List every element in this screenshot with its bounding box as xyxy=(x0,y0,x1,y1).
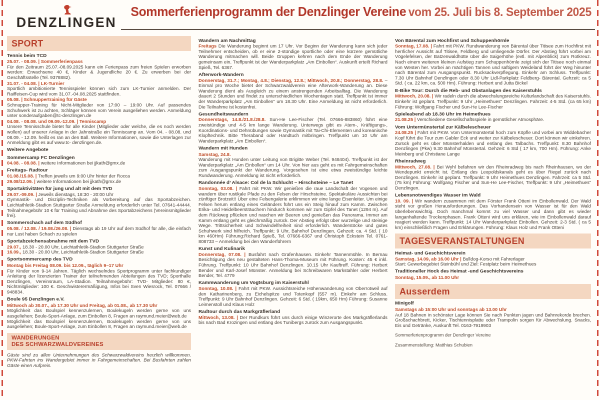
entry-date-line: Samstag, 24.8. xyxy=(198,151,231,157)
logo-text: DENZLINGEN xyxy=(16,15,117,30)
entry-text: Wir radeln durch die abwechslungsreiche Kulturlandschaft des Kaiserstuhls. Einkehr ist geplant. Treffpunkt: 9 Uhr „Heimethues“ Denzlingen. Fahrzeit: 4-5 Std. (ca 65 km) Führung: Wolfgang Fischer und Sun-He Lee-Fischer xyxy=(395,93,591,110)
entry-heading: Freitags- Radtour xyxy=(7,167,48,174)
entry-text: Bei Wyhl befahren wir den Rheinradweg bis nach Rheinhausen, wo der Wendepunkt erreicht ist. Entlang des Leopoldskanals geht es über Riegel zurück nach Denzlingen. Einkehr ist geplant. Treffpunkt: 9 Uhr Heimethues Denzlingen. Fahrzeit: ca 5 Std. (75 km) Führung: Wolfgang Fischer und Sun-He Lee-Fischer, Treffpunkt: 9 Uhr „Heimethues“ Denzlingen. xyxy=(395,164,591,191)
section-box-header xyxy=(395,284,591,299)
entry-date: 29.07., xyxy=(7,244,22,250)
entry-heading: Afterwork-Wandern xyxy=(198,71,244,78)
entry-body: Auf 18 Bahnen in schönster Lage können Sie nach Punkten jagen und Bahnrekorde brechen. Großschachbrett, Kicker, Tischtennisplatte oder Trampolin sorgen für Abwechslung. Snacks, Eis und Getränke, Auskunft Tel. 0163-7919903 xyxy=(395,312,591,328)
entry-text: – Einmal pro Woche bietet der Schwarzwaldverein eine Afterwork-Wanderung an. Diese Wanderung dient als Ausgleich zu einem anstrengenden Arbeitsalltag. Die Wanderung dauert 2 Stunden und findet zu unterschiedlichen Wochentagen statt. Treffpunkt ist immer der Wanderparkplatz „Am Einbollen“ um 18.30 Uhr. Eine Anmeldung ist nicht erforderlich. Die Teilnahme ist kostenfrei. xyxy=(198,77,388,110)
entry-date: Sonntag, 03.08. | xyxy=(198,185,238,191)
section-box-title: WANDERUNGEN xyxy=(11,334,60,341)
entry-heading: Lebensnotwendiges Wasser im Wald xyxy=(395,192,481,199)
entry-note: Gäste sind zu allen Unternehmungen des Schwarzwaldvereins herzlich willkommen. PKW-Fahrten ins Wandergebiet immer in Fahrgemeinschaften. Bei Busfahrten zahlen Gäste einen Aufpreis. xyxy=(7,352,191,369)
entry-date: Sonntag, 10.08. | xyxy=(198,286,237,292)
entry-body: Start: Gewerbegebiet Steinbühl und Ziel: Festplatz beim Heimethues xyxy=(395,261,537,267)
entry-text: Fahrt mit PKW. Vom Untermünstertal hoch zum Köpfle und vorbei am Widdebacher Kopf führt die Tour zum Gabler Eck und weiter zur Kälbelescheuer. Dort können wir einkehren. Zurück geht es über Münsterhalden und entlang des Talbachs. Treffpunkt: 8.30 Bahnhof Denzlingen (Pkw) 9.30 Bahnhof Münstertal. Gehzeit: 6 Std ( 17 km, 700 Hm). Führung: Anke Meinberg und Christiane Lange xyxy=(395,130,591,157)
entry-date: Sonntag, 17.08. | xyxy=(395,43,432,49)
entry-body: Für Kinder von 9-14 Jahren. Täglich wechselndes Sportprogramm unter fachkundiger Anleitung der lizenzierten Trainer der teilnehmenden Abteilungen des TVD; Sporthalle Denzlingen, Vereinsraum, LA-Stadion. Teilnahmegebühr: TVD- Mitglieder: 80 €, Nichtmitglieder: 100 €. Geschwisterermäßigung, Infos bei Sven Wiesrock, Tel. 07666 / 948834. xyxy=(7,268,191,295)
entry-body: Unsere Tennisschule bietet für alle Kinder (Mitglieder oder welche, die es noch werden wollen) auf unserer Anlage in der Jahnstraße ein Tenniscamp an. Vom 04. - 08.08. und 08.09. - 12.09. heißt es ran an den Ball. Weitere Informationen, sowie die Unterlagen zur Anmeldung gibt es auf www.tc- denzlingen.de. xyxy=(7,124,191,146)
entry-heading: Kammwanderung um Vogtsburg im Kaiserstuhl xyxy=(198,280,309,286)
entry-heading: Sportsommercamp des TVD xyxy=(7,256,73,263)
entry-text: weitere Informationen bei jjkath@gmx.de xyxy=(36,178,122,184)
entry-date: Samstag, 14.09, ab 16.00 Uhr | xyxy=(395,256,462,262)
entry-heading: Weitere Angebote xyxy=(7,147,49,153)
entry-body xyxy=(7,226,191,237)
entry-body xyxy=(7,161,191,166)
entry-date: Donnerstag, 31.7.; Montag, 4.8.; Dienstag, 12.8.; Mittwoch, 20.8.; Donnerstag, 28.8. xyxy=(198,77,384,83)
entry-heading: Randonnée d’ Alsace: Col de la Schlucht – Hirschsteine – Le Tanet xyxy=(198,180,354,186)
entry-date: 21.08.25 | xyxy=(395,117,416,123)
entry-date: Donnerstag, 07.08. | xyxy=(198,251,246,257)
page-title xyxy=(127,5,595,20)
entry-text: Der Rundkurs führt uns durch einige Winzerorte des Markgräflerlands bis nach Bad Krozingen und entlang des Tunibergs zurück zum Ausgangspunkt. xyxy=(198,314,388,326)
section-box-header xyxy=(7,333,191,350)
entry-date: 05.08. / 12.08. / 19.08./26.08. | xyxy=(7,226,72,232)
entry-heading: Rheinradweg xyxy=(395,158,426,164)
section-box-title: DES SCHWARZWALDVEREINES xyxy=(11,341,104,348)
entry-body xyxy=(199,315,388,326)
entry-heading: Gesundheitswandern xyxy=(198,111,249,117)
entry-body xyxy=(7,179,191,184)
entry-heading: Heimat- und Geschichtsverein xyxy=(395,250,466,256)
entry-date: Mittwoch, 20.08. | xyxy=(395,93,434,99)
section-box-header xyxy=(7,36,191,51)
entry-heading: Spieleabend ab 18.30 Uhr im Heimethues xyxy=(395,111,491,117)
entry-date-line: Mittwoch ab 30.07., ab 17.30 Uhr und Freitag, ab 01.08., ab 17.30 Uhr xyxy=(7,302,158,308)
entry-text: Wir wandern zusammen mit dem Förster Frank Otteni im Einbollenwald. Der Wald steht vor großen Herausforderungen. Das Vorhandensein von Wasser ist für den Wald überlebenswichtig. Doch manchmal kommt zu viel Wasser und dann gibt es wieder langanhaltende Trockenphasen. Frank Otteni wird uns erklären, wie im Einbollenwald darauf reagiert werden kann. Treffpunkt: 14 Uhr Wanderparkplatz Einbollen. Gehzeit: 2-3 Std. ( ca 5 km) einschließlich Fragen und Erklärungen. Führung: Klaus Holz und Frank Otteni xyxy=(395,198,591,230)
section-box-title: SPORT xyxy=(11,38,44,49)
entry-date-line: 25.07. - 08.09. | Sommerferienpass xyxy=(7,59,83,65)
section-box-title: Ausserdem xyxy=(399,286,450,297)
entry-body xyxy=(395,94,591,110)
footer-line: Sommerferienprogramm der Denzlinger Vereine xyxy=(395,332,491,338)
entry-body: Schnupper-Training für Nicht-Mitglieder von 17:00 – 19:00 Uhr. Auf passendes Schuhwerk ist zu achten, Schläger können vom Verein ausgeliehen werden. Anmeldung unter sonderaufgaben@tc-denzlingen.de xyxy=(7,102,191,119)
entry-text: 18.30 - 20.00 Uhr, Leichtathletik-Stadion Stuttgarter Straße xyxy=(22,244,144,250)
entry-date: Freitags xyxy=(198,43,217,49)
entry-heading: Kunst und Kulinarik xyxy=(198,245,246,252)
entry-heading: Sportaktivitäten für jung und alt mit dem TVD xyxy=(7,185,113,192)
entry-date: Mittwoch, 27.08. | xyxy=(395,164,435,170)
wanderungen-column-left xyxy=(199,36,388,398)
header-divider xyxy=(121,29,595,30)
entry-date-line: 05.08. | Schnuppertraining für Gäste xyxy=(7,97,87,103)
entry-heading: Vom Untermünstertal zur Kälbelescheuer xyxy=(395,124,491,130)
entry-body xyxy=(199,117,388,143)
entry-text: Dienstags ab 19 Uhr auf dem Südhof für alle, die einfach nur Lust haben Schach zu spielen xyxy=(7,226,191,237)
entry-heading: Wandern mit Hunden xyxy=(198,145,248,151)
entry-date: 29.07.-09.09. | xyxy=(7,191,37,197)
content-columns xyxy=(7,36,594,398)
right-cut-mark xyxy=(597,0,599,400)
entry-body xyxy=(199,44,388,70)
entry-date: 16.09., xyxy=(7,249,22,255)
entry-body: Für den Zeitraum 25.07.-08.09.2025 kann ein Ferienpass zum freien Spielen erworben werden: Erwachsene 40 €, Kinder & Jugendliche 20 €. Zu erwerben bei der Geschäftsstelle (Tel. 9378882). xyxy=(7,64,191,81)
page-header xyxy=(7,1,595,34)
entry-date: 04.08. - 08.08. | xyxy=(7,160,40,166)
entry-heading: Tennis beim TCD xyxy=(7,52,47,59)
entry-date-line: Samstags ab 15:00 Uhr und sonntags ab 13.00 Uhr xyxy=(395,307,507,313)
entry-text: Fahrt mit PKW. Aussichtsreiche Höhenwanderung von Oberrotweil auf den Katharinenberg, zu Eichelspitze und Totenkopf (557 m). Einkehr am Schluss. Treffpunkt: 9 Uhr Bahnhof Denzlingen. Gehzeit: 6 Std. ( 19km, 650 Hm) Führung: Susanne Leimenstoll und Klaus Holz xyxy=(198,286,388,307)
entry-heading: Boule 95 Denzlingen e.V. xyxy=(7,296,65,303)
entry-body xyxy=(199,286,388,307)
section-box-header xyxy=(395,234,591,249)
entry-body xyxy=(395,117,591,122)
entry-body xyxy=(395,164,591,190)
entry-body xyxy=(395,44,591,86)
entry-heading: Wandern am Nachmittag xyxy=(198,37,256,44)
entry-heading: Minigolf xyxy=(395,300,414,307)
entry-heading: E-Bike Tour: Durch die Reb- und Obstanlagen des Kaiserstuhls xyxy=(395,87,542,94)
entry-heading: Traditioneller Hock des Heimat -und Geschichtsvereins xyxy=(395,268,524,275)
entry-body: Gymnastik- und Disziplin-Techniken als Vorbereitung auf das Sportabzeichen. Leichtathletik-Stadion Stuttgarter Straße Anmeldung erforderlich unter Tel. 07641-44444. Teilnahmegebühr 10 € für Training und Abnahme des Sportabzeichens (Vereinsmitglieder frei). xyxy=(7,197,191,219)
entry-body xyxy=(395,198,591,230)
entry-date-line: 04.08. - 08.08. und 09.09.-12.09. | Tenniscamp xyxy=(7,118,107,124)
entry-date-line: Montag bis Freitag 08.09. bis 12.09., täglich 9–17 Uhr xyxy=(7,263,124,268)
entry-text: Verschiedene Gesellschaftsspiele in gemütlicher Atmosphäre. xyxy=(416,117,545,123)
entry-body xyxy=(7,250,191,255)
entry-body xyxy=(395,130,591,156)
entry-date: 24.08.25 | xyxy=(395,130,416,136)
title-main: Sommerferienprogramm der Denzlinger Vereine xyxy=(130,5,407,19)
entry-body: Sportlich ambitionierte Tennisspieler können sich zum LK-Turnier anmelden. Der Raiffeisen-Cup wird vom 31.07.-04.08.2025 stattfinden. xyxy=(7,86,191,97)
entry-heading: Von Bärental zum Hochfirst und Schuppenhörnle xyxy=(395,37,510,44)
entry-date-line: 31.07. - 04.08. | LK-Turnier xyxy=(7,80,65,86)
entry-date: Mittwoch, 13.08. | xyxy=(198,314,238,320)
entry-date: Donnerstags, 14.8./21.8./28.8. xyxy=(198,117,266,123)
entry-heading: Sommercamp FC Denzlingen xyxy=(7,154,75,161)
entry-body: Möglichkeit das Boulspiel kennenzulernen, Boulekugeln werden gerne von uns ausgeliehen; Boule-Sport-Anlage, zum Einbollen 8, Fragen an raymund.meier@web.de xyxy=(7,308,191,319)
entry-text: Sun-He Lee-Fischer (Tel. 07666-883860) führt eine zweistündige und 4-5 km lange Wanderung. Unterwegs gibt es Atem-, Kräftigungs-, Koordinations- und Dehnübungen sowie Gymnastik mit Tai-Chi-Elementen und koreanische Klopftechnik. Bitte Theraband oder Handtuch mitbringen. Treffpunkt um 10 Uhr am Wanderparkplatz „Am Einbollen“. xyxy=(198,117,388,144)
left-cut-mark xyxy=(2,0,4,400)
entry-heading: Sportabzeichensabnahme mit dem TVD xyxy=(7,238,100,244)
entry-body xyxy=(199,186,388,244)
wanderungen-column-right xyxy=(395,36,591,398)
denzlingen-logo xyxy=(9,4,124,31)
title-date-range: vom 25. Juli bis 8. September 2025 xyxy=(408,5,592,19)
sport-column xyxy=(7,36,191,398)
entry-heading: Radtour durch das Markgräflerland xyxy=(198,308,281,315)
entry-date: 01.08./15.08. | xyxy=(7,173,37,179)
entry-text: Die Wanderung beginnt um 17 Uhr. Vor Beginn der Wanderung kann sich jeder Teilnehmer entscheiden, ob er eine 2-stündige sportliche oder eine kürzere gemütliche Wanderung mitmachen will. Beide Gruppen kehren nach dem Ende der Wanderung gemeinsam ein. Treffpunkt ist der Wanderparkplatz „Am Einbollen“. Auskunft erteilt Richard Spieß, Tel. 6367. xyxy=(198,43,388,70)
entry-date-line: Sonntag, 15.09., ab 11.00 Uhr xyxy=(395,275,460,281)
section-box-title: TAGESVERANSTALTUNGEN xyxy=(399,236,525,247)
entry-text: Fahrt mit PKW. Wir genießen die raue Landschaft der Vogesen und wandern über rustikale Pfade zu den Felsen der Hirschsteine. Spektakuläre Aussichten bei zünftiger Brotzeit!! Über eine Felsengalerie erklimmen wir eine lange Eisenleiter. Um einige Felsen herum entlang eines Geländers führt uns ein Steig hinauf zum Kamm. Zwischen Erika- und Heidelbeersträuchern hindurch kommen wir zum Gipfel des Tanet (1294 m). Auf dem Rückweg pflücken und naschen wir Beeren und genießen das Panorama. Immer am Kamm entlang geht es gleichmäßig zurück. Der Abstieg erfolgt über wurzelige und steinige Wege. Trittsicherheit und Schwindelfreiheit sind erforderlich. Wanderstöcke und gutes Schuhwerk sind hilfreich. Treffpunkt: 9 Uhr, Bahnhof Denzlingen, Gehzeit: ca. 4 Std. ( 10 km 460Hm) Führung:Richard Spieß, Tel. 07666-6367 und Christoph Eckstein Tel. 0761-808733 – Anmeldung bei den Wanderführern xyxy=(198,185,388,244)
entry-date: 10. 09. | xyxy=(395,198,414,204)
entry-text: Fahrt mit PKW. Rundwanderung von Bärental über Titisee zum Hochfirst mit herrlicher Aussicht auf Titisee, Feldberg und umliegende Dörfer. Der Abstieg führt vorbei am Vögelefelsen, der Batzenwaldhütte über die Saigerhöhe (evtl. mit Alpenblick) zum Rotkreuz. Nach einem weiteren kleinen Aufstieg zum Schuppenhörnle zeigt sich der Titisee noch einmal von Westen her. Vorbei an mächtigen Tannen und saftigem Weideland führt der Weg hinunter nach Bärental zum Ausgangspunkt. Rucksackverpflegung. Einkehr am Schluss. Treffpunkt: 7.30 Uhr Bahnhof Denzlingen oder 8.30 Uhr Lidl-Parkplatz Feldberg- Bärental. Gehzeit: ca 5 Std. ( ca. 22 km, ca. 500 Hm). Führung: Herbert und Jutta Bickel xyxy=(395,43,591,86)
entry-text: Treffen jeweils um 9:00 Uhr hinter der Rocca xyxy=(37,173,130,179)
entry-text: Jeweils dienstags, 18:30 - 20:00 Uhr xyxy=(38,191,114,197)
entry-text: weitere Informationen bei jjkath@gmx.de xyxy=(40,160,126,166)
entry-date: 29.08/12.09. | xyxy=(7,178,36,184)
entry-body: Wanderung mit Hunden unter Leitung von Brigitte Weber (Tel. 948404). Treffpunkt ist der Wanderparkplatz „Am Einbollen“ um 14 Uhr. Von hier aus geht es mit Fahrgemeinschaften zum Ausgangspunkt der Wanderung. Vorgesehen ist eine etwa zweistündige leichte Rundwanderung. Anmeldung ist nicht erforderlich. xyxy=(198,157,388,179)
entry-body xyxy=(199,78,388,110)
entry-heading: Sommerschach auf dem Südhof xyxy=(7,220,82,226)
entry-text: Bulldog-Korso mit Fahrerlager xyxy=(462,256,525,262)
entry-body xyxy=(199,252,388,278)
footer-line: Zusammenstellung: Matthias Schubien xyxy=(395,342,473,348)
entry-text: Busfahrt nach Grafenhausen. Einkehr Tannenmühle. In Bernau Besichtigung des neu gestalteten Hans-Thoma-Museum mit Führung. Kosten: 45 € inkl. Führung. Treffpunkt: 10 Uhr Bahnhof Denzlingen. 10.15 Uhr Kauftreff. Führung: Herbert Bender und Karl-Josef Münster. Anmeldung bei Schreibwaren Markstahler oder Herbert Bender, Tel. 4779 xyxy=(198,251,388,279)
entry-body: Möglichkeit das Boulspiel kennenzulernen, Boulekugeln werden gerne von uns ausgeliehen; Boule-Sport-Anlage, zum Einbollen 8, Fragen an raymund.meier@web.de xyxy=(7,318,191,330)
entry-text: 18.30 - 20.00 Uhr, Leichtathletik-Stadion Stuttgarter Straße xyxy=(22,249,144,255)
